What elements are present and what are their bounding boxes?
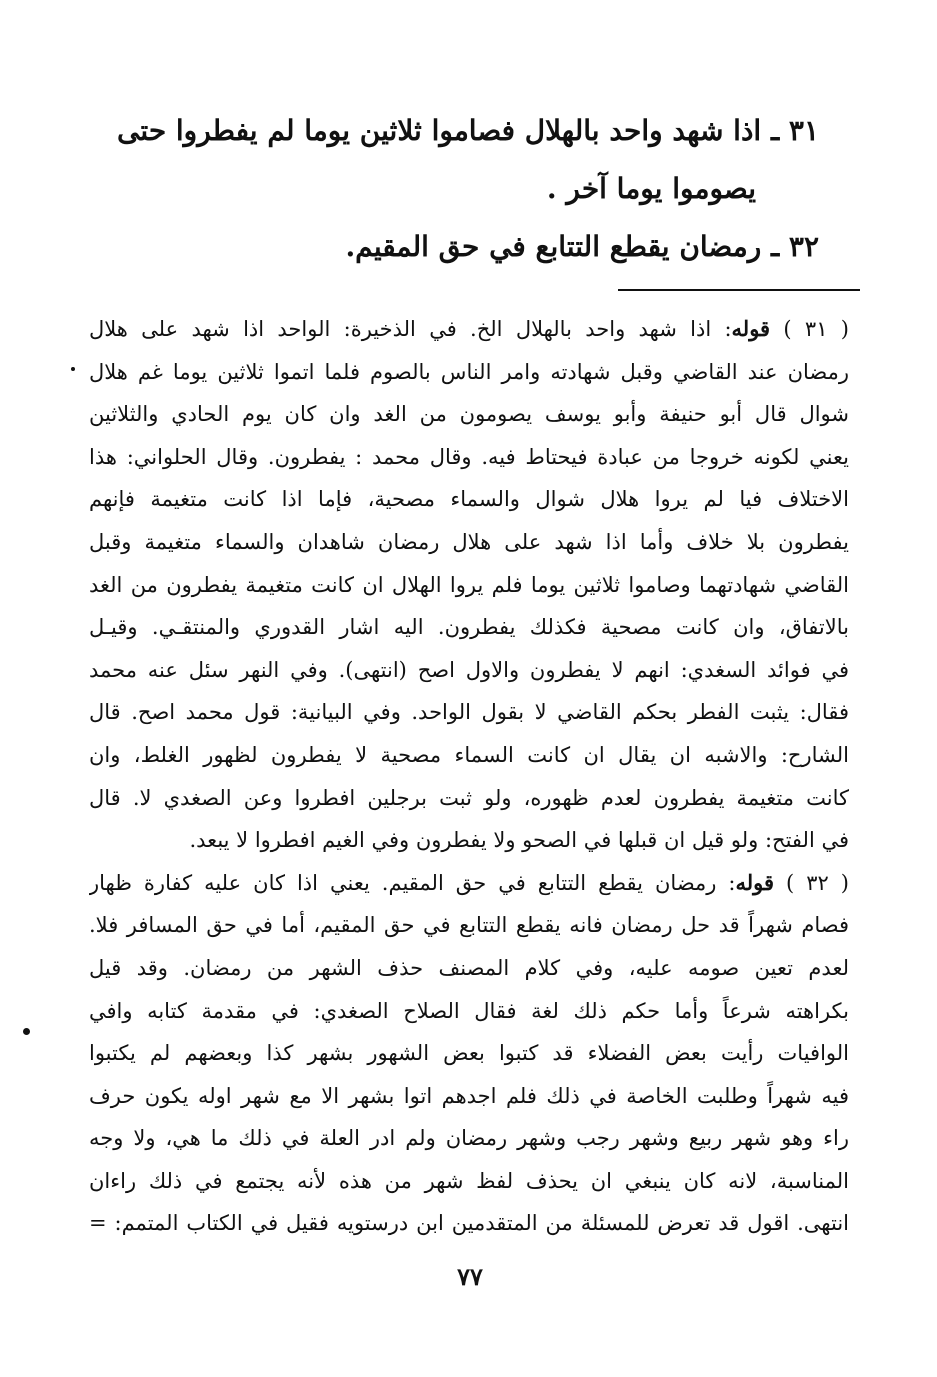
text-line: فقال: يثبت الفطر بحكم القاضي لا بقول الواحد. وفي البيانية: قول محمد اصح. قال bbox=[89, 700, 849, 725]
paragraph-first-line bbox=[89, 308, 849, 351]
matn-line: ٣٢ ـ رمضان يقطع التتابع في حق المقيم. bbox=[345, 230, 819, 263]
matn-text bbox=[104, 102, 819, 276]
commentary-text bbox=[89, 308, 849, 1245]
text-line: راء وهو شهر ربيع وشهر رجب وشهر رمضان ولم ادر العلة في ذلك ما هي، ولا وجه bbox=[89, 1126, 849, 1151]
text-line: شوال قال أبو حنيفة وأبو يوسف يصومون من الغد وان كان يوم الحادي والثلاثين bbox=[89, 402, 849, 427]
scan-speck bbox=[23, 1028, 30, 1035]
matn-line: ٣١ ـ اذا شهد واحد بالهلال فصاموا ثلاثين يوما لم يفطروا حتى bbox=[117, 114, 819, 147]
matn-line: يصوموا يوما آخر . bbox=[546, 172, 756, 205]
text-line: فصام شهراً قد حل رمضان فانه يقطع التتابع في حق المقيم، أما في حق المسافر فلا. bbox=[89, 913, 849, 938]
paragraph-number: ( ٣١ ) bbox=[783, 317, 849, 341]
text-line: يفطرون بلا خلاف وأما اذا شهد على هلال رمضان شاهدان والسماء متغيمة وقبل bbox=[89, 529, 849, 554]
paragraph-number: ( ٣٢ ) bbox=[786, 870, 849, 895]
text-line: المناسبة، لانه كان ينبغي ان يحذف لفظ شهر من هذه لأنه يجتمع في ذلك راءان bbox=[89, 1168, 849, 1193]
text-line: فيه شهراً وطلبت الخاصة في ذلك فلم اجدهم اتوا بشهر الا مع شهر اوله يكون حرف bbox=[89, 1083, 849, 1108]
text-line: انتهى. اقول قد تعرض للمسئلة من المتقدمين ابن درستويه فقيل في الكتاب المتمم: = bbox=[89, 1211, 849, 1236]
scan-speck bbox=[71, 367, 75, 371]
text-line: : اذا شهد واحد بالهلال الخ. في الذخيرة: الواحد اذا شهد على هلال bbox=[89, 317, 732, 341]
text-line: في فوائد السغدي: انهم لا يفطرون والاول اصح (انتهى). وفي النهر سئل عنه محمد bbox=[89, 657, 849, 682]
footnote-divider bbox=[618, 289, 860, 291]
text-line: بكراهته شرعاً وأما حكم ذلك لغة فقال الصلاح الصغدي: في مقدمة كتابه وافي bbox=[89, 998, 849, 1023]
paragraph-keyword: قوله bbox=[735, 869, 775, 895]
text-line: القاضي شهادتهما وصاموا ثلاثين يوما فلم يروا الهلال ان كانت متغيمة يفطرون من الغد bbox=[89, 572, 849, 597]
text-line: كانت متغيمة يفطرون لعدم ظهوره، ولو ثبت برجلين افطروا وعن الصغدي لا. قال bbox=[89, 785, 849, 810]
commentary-paragraph-31 bbox=[89, 308, 849, 862]
paragraph-first-line bbox=[89, 862, 849, 905]
text-line: : رمضان يقطع التتابع في حق المقيم. يعني اذا كان عليه كفارة ظهار bbox=[89, 870, 736, 895]
text-line: الشارح: والاشبه ان يقال ان كانت السماء مصحية لا يفطرون لظهور الغلط، وان bbox=[89, 742, 849, 767]
text-line: يعني لكونه خروجا من عبادة فيحتاط فيه. وقال محمد : يفطرون. وقال الحلواني: هذا bbox=[89, 444, 849, 469]
text-line: في الفتح: ولو قيل ان قبلها في الصحو ولا يفطرون وفي الغيم افطروا لا يبعد. bbox=[189, 828, 849, 853]
text-line: بالاتفاق، وان كانت مصحية فكذلك يفطرون. اليه اشار القدوري والمنتقـي. وقيـل bbox=[89, 615, 849, 640]
commentary-paragraph-32 bbox=[89, 862, 849, 1245]
page-number: ٧٧ bbox=[457, 1262, 483, 1291]
paragraph-keyword: قوله bbox=[731, 316, 771, 341]
text-line: الاختلاف فيا لم يروا هلال شوال والسماء مصحية، فإما اذا كانت متغيمة فإنهم bbox=[89, 487, 849, 512]
text-line: الوافيات رأيت بعض الفضلاء قد كتبوا بعض الشهور بشهر كذا وبعضهم لم يكتبوا bbox=[89, 1041, 849, 1066]
text-line: رمضان عند القاضي وقبل شهادته وامر الناس بالصوم فلما اتموا ثلاثين يوما غم هلال bbox=[89, 359, 849, 384]
text-line: لعدم تعين صومه عليه، وفي كلام المصنف حذف الشهر من رمضان. وقد قيل bbox=[89, 955, 849, 980]
